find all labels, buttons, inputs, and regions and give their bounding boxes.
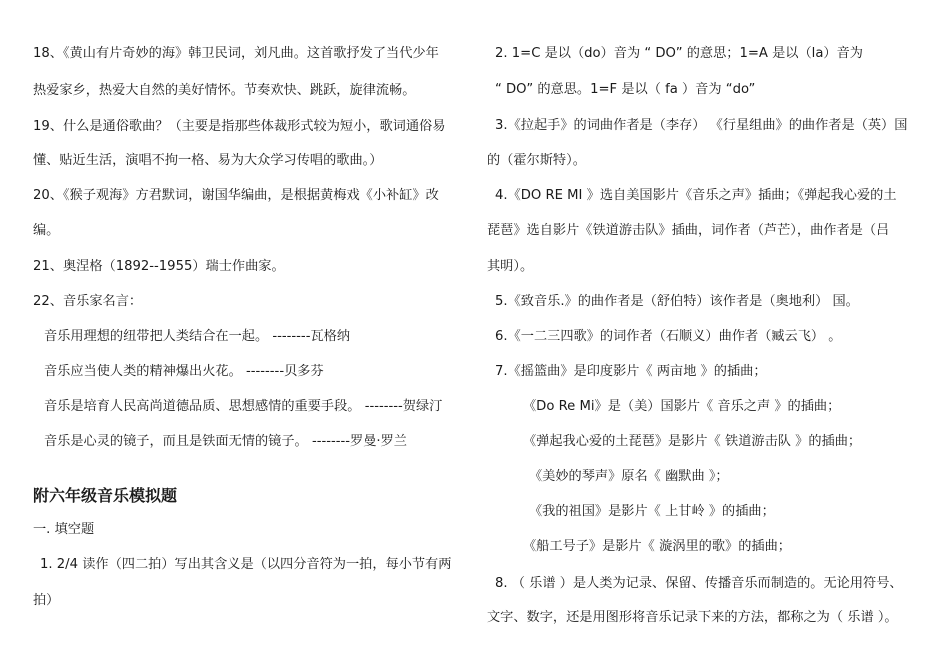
item-19-line-2: 懂、贴近生活，演唱不拘一格、易为大众学习传唱的歌曲。） — [33, 153, 383, 168]
item-21: 21、奥涅格（1892--1955）瑞士作曲家。 — [33, 259, 285, 274]
quote-beethoven: 音乐应当使人类的精神爆出火花。 --------贝多芬 — [44, 364, 324, 379]
question-6: 6.《一二三四歌》的词作者（石顺义）曲作者（臧云飞） 。 — [495, 329, 842, 344]
question-4-line-1: 4.《DO RE MI 》选自美国影片《音乐之声》插曲；《弹起我心爱的土 — [495, 188, 897, 203]
question-8-line-1: 8. （ 乐谱 ）是人类为记录、保留、传播音乐而制造的。无论用符号、 — [495, 576, 903, 591]
question-7-line-6: 《船工号子》是影片《 漩涡里的歌》的插曲； — [523, 539, 791, 554]
question-4-line-3: 其明）。 — [487, 259, 534, 274]
item-19-line-1: 19、什么是通俗歌曲？（主要是指那些体裁形式较为短小，歌词通俗易 — [33, 119, 446, 134]
item-22-title: 22、音乐家名言： — [33, 294, 143, 309]
question-7-line-1: 7.《摇篮曲》是印度影片《 两亩地 》的插曲； — [495, 364, 767, 379]
section-heading: 附六年级音乐模拟题 — [33, 486, 178, 505]
question-7-line-2: 《Do Re Mi》是（美）国影片《 音乐之声 》的插曲； — [523, 399, 841, 414]
question-7-line-5: 《我的祖国》是影片《 上甘岭 》的插曲； — [529, 504, 775, 519]
question-1-line-1: 1. 2/4 读作（四二拍）写出其含义是（以四分音符为一拍，每小节有两 — [40, 557, 452, 572]
quote-he-luting: 音乐是培育人民高尚道德品质、思想感情的重要手段。 --------贺绿汀 — [44, 399, 443, 414]
item-20-line-2: 编。 — [33, 223, 60, 238]
quote-wagner: 音乐用理想的纽带把人类结合在一起。 --------瓦格纳 — [44, 329, 351, 344]
question-3-line-2: 的（霍尔斯特）。 — [487, 153, 586, 168]
item-20-line-1: 20、《猴子观海》方君默词，谢国华编曲，是根据黄梅戏《小补缸》改 — [33, 188, 439, 203]
question-2-line-1: 2. 1=C 是以（do）音为 “ DO” 的意思；1=A 是以（la）音为 — [495, 46, 863, 61]
question-4-line-2: 琵琶》选自影片《铁道游击队》插曲，词作者（芦芒），曲作者是（吕 — [487, 223, 890, 238]
question-8-line-2: 文字、数字，还是用图形将音乐记录下来的方法，都称之为（ 乐谱 ）。 — [487, 610, 898, 625]
section-fill-in: 一. 填空题 — [33, 522, 95, 537]
question-7-line-3: 《弹起我心爱的土琵琶》是影片《 铁道游击队 》的插曲； — [523, 434, 862, 449]
question-5: 5.《致音乐.》的曲作者是（舒伯特）该作者是（奥地利） 国。 — [495, 294, 859, 309]
question-3-line-1: 3.《拉起手》的词曲作者是（李存） 《行星组曲》的曲作者是（英）国 — [495, 118, 908, 133]
item-18-line-1: 18、《黄山有片奇妙的海》韩卫民词，刘凡曲。这首歌抒发了当代少年 — [33, 46, 439, 61]
quote-romain-rolland: 音乐是心灵的镜子，而且是铁面无情的镜子。 --------罗曼·罗兰 — [44, 434, 407, 449]
question-1-line-2: 拍） — [33, 593, 60, 608]
question-2-line-2: “ DO” 的意思。1=F 是以（ fa ）音为 “do” — [495, 82, 756, 97]
question-7-line-4: 《美妙的琴声》原名《 幽默曲 》； — [529, 469, 729, 484]
item-18-line-2: 热爱家乡，热爱大自然的美好情怀。节奏欢快、跳跃，旋律流畅。 — [33, 83, 416, 98]
